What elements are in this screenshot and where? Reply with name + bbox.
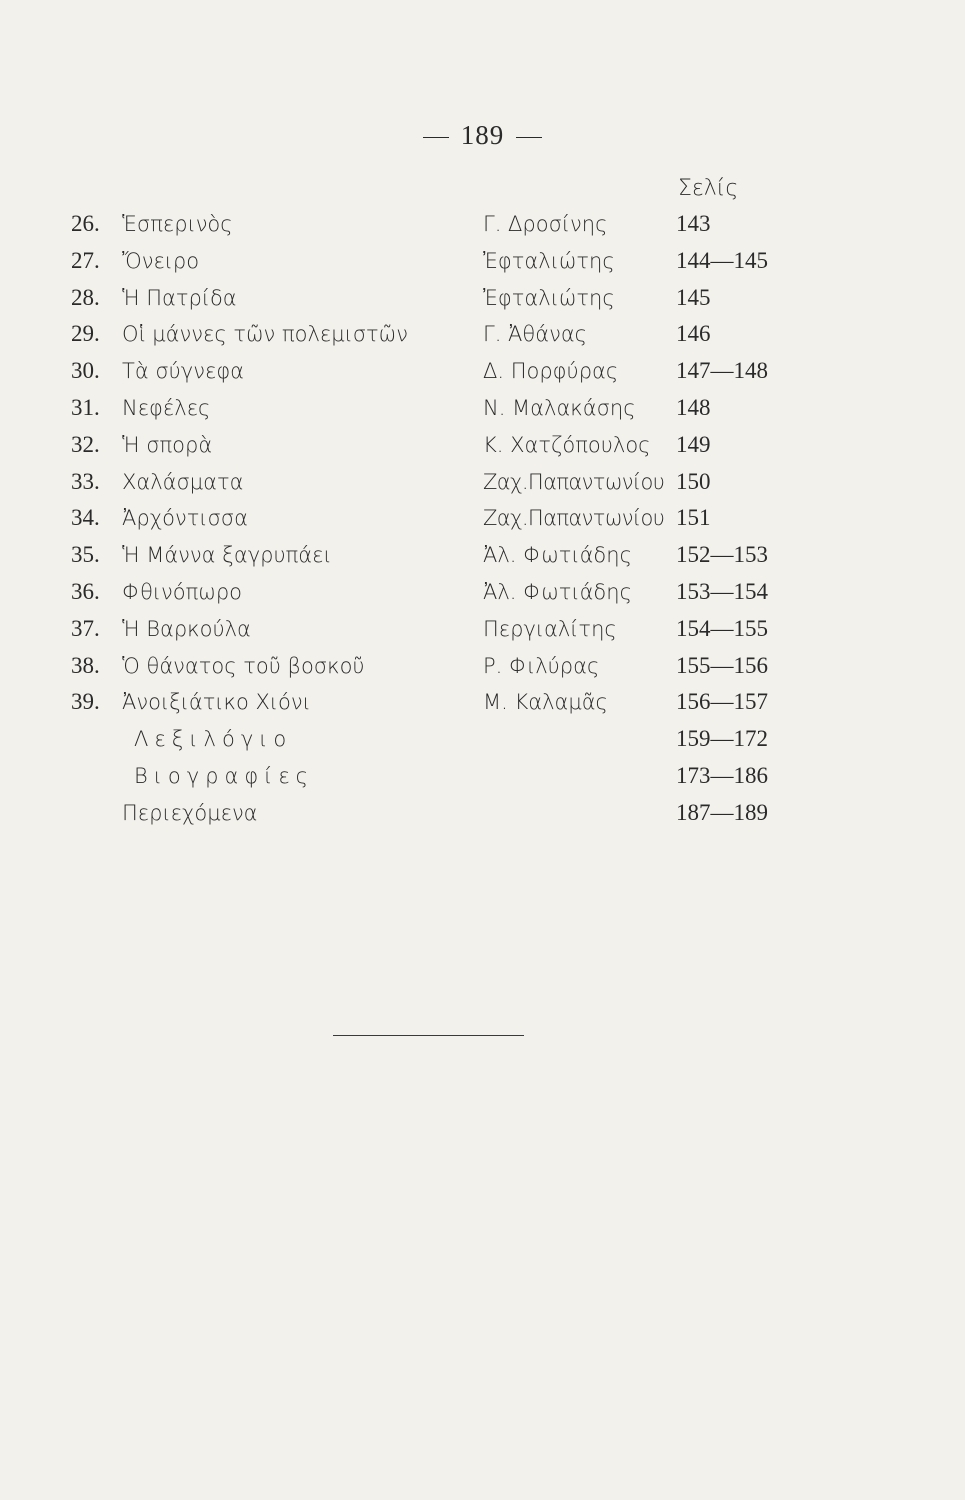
entry-pages: 154—155	[676, 615, 768, 641]
entry-author: Ζαχ.Παπαντωνίου	[483, 469, 665, 494]
table-of-contents	[0, 206, 965, 832]
entry-pages: 144—145	[676, 247, 768, 273]
entry-author: Γ. Δροσίνης	[483, 212, 608, 236]
toc-entry	[0, 206, 965, 243]
toc-back-matter-entry	[0, 758, 965, 795]
entry-pages: 151	[676, 505, 711, 531]
entry-author: Ρ. Φιλύρας	[483, 653, 600, 678]
entry-title: Τὰ σύγνεφα	[122, 359, 245, 384]
page-number-header	[0, 120, 965, 151]
entry-title: Ὄνειρο	[122, 248, 200, 273]
toc-entry	[0, 500, 965, 537]
entry-number: 27.	[71, 247, 100, 273]
entry-title: Ἀρχόντισσα	[122, 506, 248, 531]
toc-entry	[0, 684, 965, 721]
entry-pages: 145	[676, 284, 711, 310]
toc-back-matter-entry	[0, 721, 965, 758]
entry-number: 30.	[71, 358, 100, 384]
entry-pages: 150	[676, 468, 711, 494]
toc-entry	[0, 353, 965, 390]
toc-entry	[0, 574, 965, 611]
entry-pages: 148	[676, 394, 711, 420]
entry-pages: 146	[676, 321, 711, 347]
toc-entry	[0, 243, 965, 280]
entry-title: Φθινόπωρο	[122, 579, 243, 604]
right-dash	[516, 137, 542, 138]
closing-rule	[333, 1035, 524, 1036]
entry-title: Ὁ θάνατος τοῦ βοσκοῦ	[122, 653, 365, 678]
toc-entry	[0, 316, 965, 353]
entry-number: 33.	[71, 468, 100, 494]
back-matter-title: Βιογραφίες	[134, 763, 314, 788]
entry-pages: 147—148	[676, 358, 768, 384]
entry-author: Ἀλ. Φωτιάδης	[483, 579, 632, 604]
entry-title: Ἑσπερινὸς	[122, 212, 233, 236]
entry-pages: 156—157	[676, 689, 768, 715]
entry-author: Δ. Πορφύρας	[483, 359, 619, 384]
entry-number: 37.	[71, 615, 100, 641]
entry-number: 32.	[71, 431, 100, 457]
entry-pages: 149	[676, 431, 711, 457]
entry-title: Ἡ Πατρίδα	[122, 285, 237, 310]
toc-entry	[0, 280, 965, 317]
entry-number: 28.	[71, 284, 100, 310]
entry-title: Ἡ σπορὰ	[122, 432, 213, 457]
entry-number: 31.	[71, 394, 100, 420]
toc-entry	[0, 537, 965, 574]
entry-number: 34.	[71, 505, 100, 531]
entry-author: Ἐφταλιώτης	[483, 285, 615, 310]
entry-author: Κ. Χατζόπουλος	[483, 432, 651, 457]
entry-number: 26.	[71, 211, 100, 236]
entry-pages: 153—154	[676, 578, 768, 604]
toc-entry	[0, 427, 965, 464]
toc-entry	[0, 611, 965, 648]
entry-title: Νεφέλες	[122, 395, 211, 420]
entry-pages: 152—153	[676, 542, 768, 568]
toc-back-matter-entry	[0, 795, 965, 832]
entry-pages: 155—156	[676, 652, 768, 678]
entry-author: Ν. Μαλακάσης	[483, 395, 636, 420]
entry-author: Ἐφταλιώτης	[483, 248, 615, 273]
back-matter-pages: 159—172	[676, 726, 768, 752]
entry-author: Ἀλ. Φωτιάδης	[483, 543, 632, 568]
toc-entry	[0, 390, 965, 427]
left-dash	[423, 137, 449, 138]
entry-number: 39.	[71, 689, 100, 715]
entry-title: Ἡ Βαρκούλα	[122, 616, 251, 641]
back-matter-title: Λεξιλόγιο	[134, 727, 293, 752]
entry-title: Ἀνοιξιάτικο Χιόνι	[122, 690, 311, 715]
pages-column-header: Σελίς	[678, 176, 739, 201]
back-matter-title: Περιεχόμενα	[122, 800, 258, 825]
back-matter-pages: 187—189	[676, 799, 768, 825]
entry-number: 38.	[71, 652, 100, 678]
page-number: 189	[460, 120, 505, 150]
entry-number: 35.	[71, 542, 100, 568]
entry-pages: 143	[676, 211, 711, 236]
toc-entry	[0, 464, 965, 501]
toc-entry	[0, 648, 965, 685]
entry-author: Μ. Καλαμᾶς	[483, 690, 608, 715]
entry-number: 36.	[71, 578, 100, 604]
entry-author: Γ. Ἀθάνας	[483, 322, 588, 347]
back-matter-pages: 173—186	[676, 762, 768, 788]
entry-author: Ζαχ.Παπαντωνίου	[483, 506, 665, 531]
entry-title: Ἡ Μάννα ξαγρυπάει	[122, 543, 332, 568]
entry-title: Οἱ μάννες τῶν πολεμιστῶν	[122, 322, 408, 347]
entry-number: 29.	[71, 321, 100, 347]
entry-author: Περγιαλίτης	[483, 616, 617, 641]
entry-title: Χαλάσματα	[122, 469, 244, 494]
